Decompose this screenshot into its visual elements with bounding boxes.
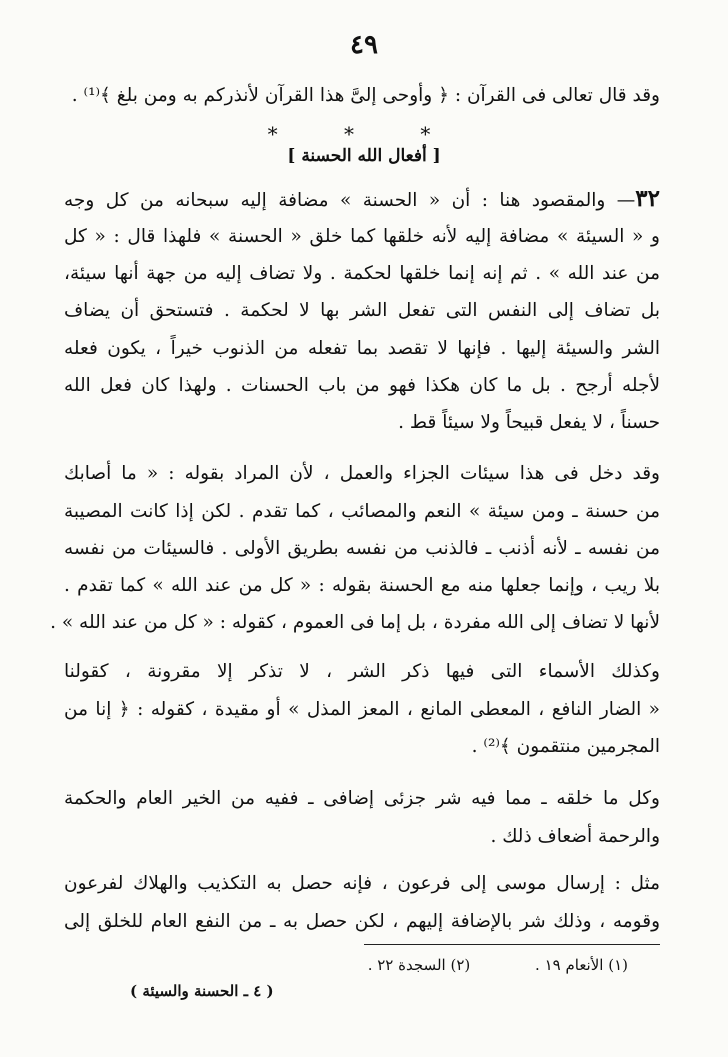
page-number: ٤٩: [350, 30, 378, 60]
paragraph-line: وقد دخل فى هذا سيئات الجزاء والعمل ، لأن المراد بقوله : « ما أصابك: [64, 463, 660, 484]
paragraph-line: حسناً ، لا يفعل قبيحاً ولا سيئاً قط .: [398, 412, 660, 433]
paragraph-line: من عند الله » . ثم إنه إنما خلقها لحكمة . ولا تضاف إليه من جهة أنها سيئة،: [64, 263, 660, 284]
footnote-1: (١) الأنعام ١٩ .: [535, 956, 628, 974]
signature-mark: ( ٤ ـ الحسنة والسيئة ): [130, 982, 274, 1000]
paragraph-line: وكل ما خلقه ـ مما فيه شر جزئى إضافى ـ ففيه من الخير العام والحكمة: [64, 788, 660, 809]
paragraph-line: « الضار النافع ، المعطى المانع ، المعز المذل » أو مقيدة ، كقوله : ﴿ إنا من: [64, 699, 660, 720]
footnote-2: (٢) السجدة ٢٢ .: [367, 956, 471, 974]
paragraph-line: مثل : إرسال موسى إلى فرعون ، فإنه حصل به التكذيب والهلاك لفرعون: [64, 873, 660, 894]
paragraph-line: المجرمين منتقمون ﴾⁽²⁾ .: [471, 736, 660, 757]
section-number: ٣٢: [635, 185, 660, 212]
section-heading: [ أفعال الله الحسنة ]: [287, 146, 441, 166]
section-stars: * * *: [267, 122, 461, 146]
paragraph-line: لأنها لا تضاف إلى الله مفردة ، بل إما فى العموم ، كقوله : « كل من عند الله » .: [50, 612, 660, 633]
paragraph-line: ٣٢— والمقصود هنا : أن « الحسنة » مضافة إليه سبحانه من كل وجه: [64, 185, 660, 212]
footnote-divider: [364, 944, 660, 945]
paragraph-line: لأجله أرجح . بل ما كان هكذا فهو من باب الحسنات . ولهذا كان فعل الله: [64, 375, 660, 396]
paragraph-line: بلا ريب ، وإنما جعلها منه مع الحسنة بقوله : « كل من عند الله » كما تقدم .: [64, 575, 660, 596]
footnotes: [108, 956, 628, 974]
paragraph-line: و « السيئة » مضافة إليه لأنه خلقها كما خلق « الحسنة » فلهذا قال : « كل: [64, 226, 660, 247]
paragraph-line: والرحمة أضعاف ذلك .: [490, 826, 660, 847]
paragraph-line: بل تضاف إلى النفس التى تفعل الشر بها لا لحكمة . فتستحق أن يضاف: [64, 300, 660, 321]
intro-line: وقد قال تعالى فى القرآن : ﴿ وأوحى إلىَّ هذا القرآن لأنذركم به ومن بلغ ﴾⁽¹⁾ .: [71, 85, 660, 106]
paragraph-line: الشر والسيئة إليها . فإنها لا تقصد بما تفعله من الذنوب خيراً ، يكون فعله: [64, 338, 660, 359]
paragraph-line: من نفسه ـ لأنه أذنب ـ فالذنب من نفسه بطريق الأولى . فالسيئات من نفسه: [64, 538, 660, 559]
paragraph-line: وكذلك الأسماء التى فيها ذكر الشر ، لا تذكر إلا مقرونة ، كقولنا: [64, 661, 660, 682]
paragraph-line: وقومه ، وذلك شر بالإضافة إليهم ، لكن حصل به ـ من النفع العام للخلق إلى: [64, 911, 660, 932]
paragraph-line: من حسنة ـ ومن سيئة » النعم والمصائب ، كما تقدم . لكن إذا كانت المصيبة: [64, 501, 660, 522]
